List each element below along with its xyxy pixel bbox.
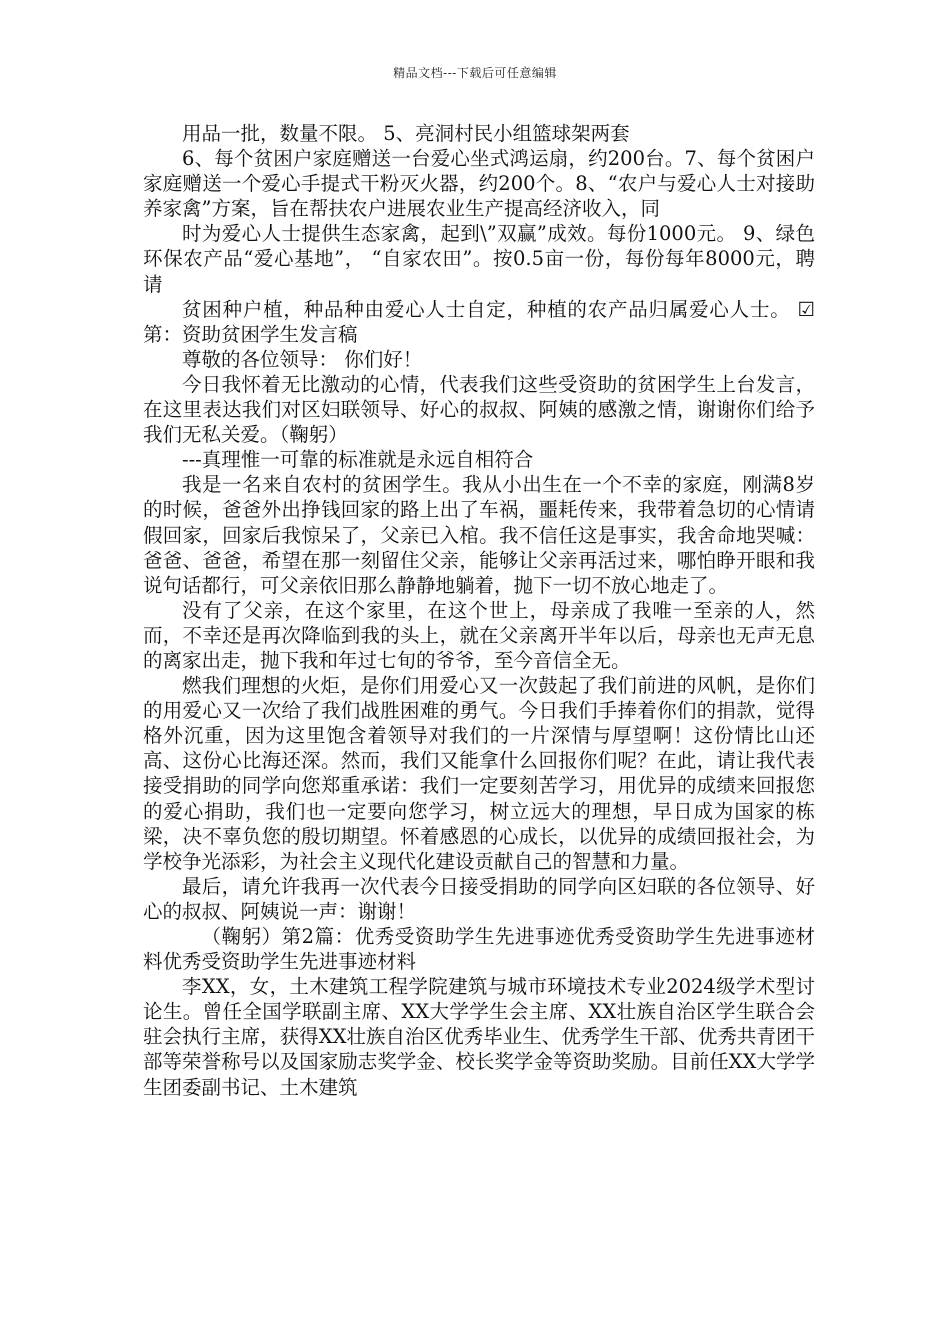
paragraph: 时为爱心人士提供生态家禽，起到\”双赢”成效。每份1000元。 9、绿色环保农产品“爱心基地”， “自家农田”。按0.5亩一份，每份每年8000元，聘请	[143, 222, 815, 296]
paragraph: 贫困种户植，种品种由爱心人士自定，种植的农产品归属爱心人士。 ☑ 第：资助贫困学生发言稿	[143, 297, 815, 346]
paragraph: 今日我怀着无比激动的心情，代表我们这些受资助的贫困学生上台发言，在这里表达我们对区妇联领导、好心的叔叔、阿姨的感激之情，谢谢你们给予我们无私关爱。（鞠躬）	[143, 372, 815, 447]
paragraph: （鞠躬）第2篇：优秀受资助学生先进事迹优秀受资助学生先进事迹材料优秀受资助学生先进事迹材料	[143, 925, 815, 974]
paragraph: 燃我们理想的火炬，是你们用爱心又一次鼓起了我们前进的风帆，是你们的用爱心又一次给了我们战胜困难的勇气。今日我们手捧着你们的捐款，觉得格外沉重，因为这里饱含着领导对我们的一片深情与厚望啊！这份情比山还高、这份心比海还深。然而，我们又能拿什么回报你们呢？在此，请让我代表接受捐助的同学向您郑重承诺：我们一定要刻苦学习，用优异的成绩来回报您的爱心捐助，我们也一定要向您学习，树立远大的理想，早日成为国家的栋梁，决不辜负您的殷切期望。怀着感恩的心成长，以优异的成绩回报社会，为学校争光添彩，为社会主义现代化建设贡献自己的智慧和力量。	[143, 674, 815, 873]
paragraph: 我是一名来自农村的贫困学生。我从小出生在一个不幸的家庭，刚满8岁的时候，爸爸外出挣钱回家的路上出了车祸，噩耗传来，我带着急切的心情请假回家，回家后我惊呆了，父亲已入棺。我不信任这是事实，我舍命地哭喊：爸爸、爸爸，希望在那一刻留住父亲，能够让父亲再活过来，哪怕睁开眼和我说句话都行，可父亲依旧那么静静地躺着，抛下一切不放心地走了。	[143, 473, 815, 597]
document-body	[143, 121, 815, 1100]
paragraph: 用品一批，数量不限。 5、亮洞村民小组篮球架两套	[182, 122, 630, 145]
paragraph: 尊敬的各位领导： 你们好！	[182, 347, 423, 371]
paragraph: 没有了父亲，在这个家里，在这个世上，母亲成了我唯一至亲的人，然而，不幸还是再次降临到我的头上，就在父亲离开半年以后，母亲也无声无息的离家出走，抛下我和年过七旬的爷爷，至今音信全无。	[143, 598, 815, 672]
paragraph: 李XX，女，土木建筑工程学院建筑与城市环境技术专业2024级学术型讨论生。曾任全国学联副主席、XX大学学生会主席、XX壮族自治区学生联合会驻会执行主席，获得XX壮族自治区优秀毕业生、优秀学生干部、优秀共青团干部等荣誉称号以及国家励志奖学金、校长奖学金等资助奖励。目前任XX大学学生团委副书记、土木建筑	[143, 975, 815, 1099]
paragraph: ---真理惟一可靠的标准就是永远自相符合	[182, 448, 534, 472]
page-header: 精品文档---下载后可任意编辑	[393, 66, 557, 80]
paragraph: 最后，请允许我再一次代表今日接受捐助的同学向区妇联的各位领导、好心的叔叔、阿姨说一声：谢谢！	[143, 874, 815, 923]
paragraph: 6、每个贫困户家庭赠送一台爱心坐式鸿运扇，约200台。7、每个贫困户家庭赠送一个爱心手提式干粉灭火器，约200个。8、“农户与爱心人士对接助养家禽”方案，旨在帮扶农户进展农业生产提高经济收入，同	[143, 147, 815, 221]
